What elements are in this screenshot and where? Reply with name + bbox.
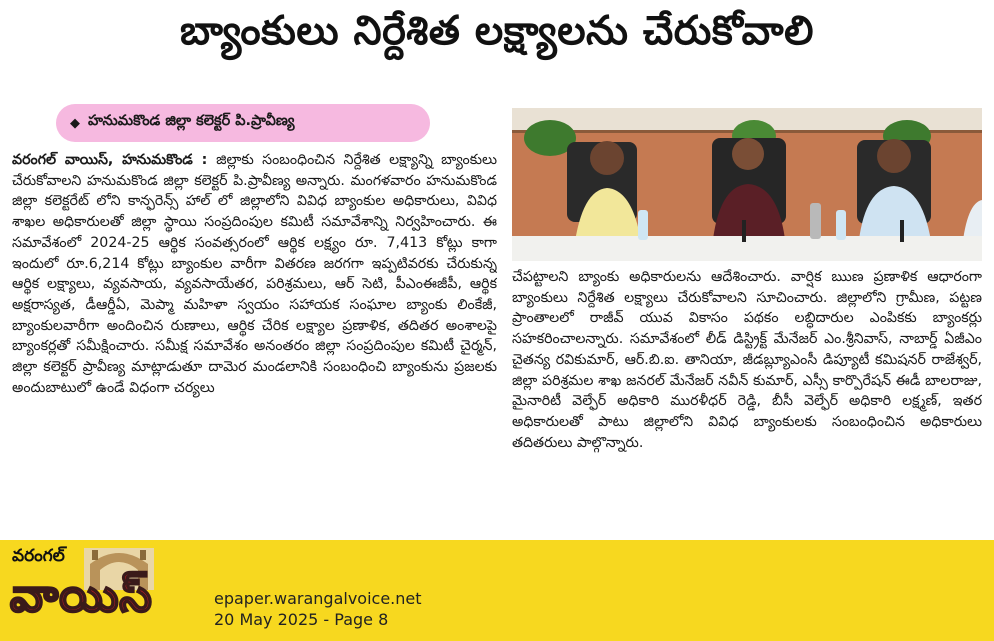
meeting-photo-illustration bbox=[512, 108, 982, 261]
headline: బ్యాంకులు నిర్దేశిత లక్ష్యాలను చేరుకోవాలి bbox=[180, 8, 814, 54]
diamond-bullet-icon: ◆ bbox=[70, 115, 80, 131]
subheading-banner bbox=[56, 104, 430, 142]
article-body-right: చేపట్టాలని బ్యాంకు అధికారులను ఆదేశించారు. వార్షిక ఋణ ప్రణాళిక ఆధారంగా బ్యాంకులు నిర్దేశిత లక్ష్యాలు చేరుకోవాలని సూచించారు. జిల్లాలోని గ్రామీణ, పట్టణ ప్రాంతాలలో రాజీవ్ యువ వికాసం పథకం లబ్ధిదారుల ఎంపికకు బ్యాంకర్లు సహకరించాలన్నారు. సమావేశంలో లీడ్ డిస్ట్రిక్ట్ మేనేజర్ ఎం.శ్రీనివాస్, నాబార్డ్ ఏజీఎం చైతన్య రవికుమార్, ఆర్.బి.ఐ. తానియా, జీడబ్ల్యూఎంసీ డిప్యూటీ కమిషనర్ రాజేశ్వర్, జిల్లా పరిశ్రమల శాఖ జనరల్ మేనేజర్ నవీన్ కుమార్, ఎస్సీ కార్పొరేషన్ ఈడీ బాలరాజు, మైనారిటీ వెల్ఫేర్ అధికారి మురళీధర్ రెడ్డి, బీసీ వెల్ఫేర్ అధికారి లక్ష్మణ్, ఇతర అధికారులతో పాటు జిల్లాలోని వివిధ బ్యాంకులకు సంబంధించిన అధికారులు తదితరులు పాల్గొన్నారు. bbox=[512, 269, 982, 451]
date-page-label: 20 May 2025 - Page 8 bbox=[214, 610, 389, 629]
article-right-column bbox=[512, 267, 982, 527]
epaper-url[interactable]: epaper.warangalvoice.net bbox=[214, 589, 422, 608]
meeting-photo bbox=[512, 108, 982, 261]
newspaper-logo bbox=[8, 546, 198, 636]
logo-main-text: వాయిస్ bbox=[10, 568, 153, 622]
logo-small-text: వరంగల్ bbox=[12, 546, 65, 566]
dateline: వరంగల్ వాయిస్, హనుమకొండ : bbox=[12, 152, 217, 168]
footer-bar bbox=[0, 540, 994, 641]
article-body-left: జిల్లాకు సంబంధించిన నిర్దేశిత లక్ష్యాన్ని బ్యాంకులు చేరుకోవాలని హనుమకొండ జిల్లా కలెక్టర్ పి.ప్రావీణ్య అన్నారు. మంగళవారం హనుమకొండ జిల్లా కలెక్టరేట్ లోని కాన్ఫరెన్స్ హాల్ లో జిల్లాలోని వివిధ బ్యాంకుల అధికారులు, వివిధ శాఖల అధికారులతో జిల్లా స్థాయి సంప్రదింపుల కమిటీ సమావేశాన్ని నిర్వహించారు. ఈ సమావేశంలో 2024-25 ఆర్థిక సంవత్సరంలో ఆర్థిక లక్ష్యం రూ. 7,413 కోట్లు కాగా ఇందులో రూ.6,214 కోట్లు బ్యాంకుల వారీగా వితరణ జరగగా ఇప్పటివరకు చేరుకున్న ఆర్థిక లక్ష్యాలు, వ్యవసాయ, వ్యవసాయేతర, పరిశ్రమలు, ఆర్ సెటి, పీఎంఈజీపీ, ఆర్థిక అక్షరాస్యత, డీఆర్డీఏ, మెప్మా మహిళా స్వయం సహాయక సంఘాల బ్యాంకు లింకేజీ, బ్యాంకులవారీగా అందించిన రుణాలు, ఆర్థిక చేరిక లక్ష్యాల ప్రణాళిక, తదితర అంశాలపై బ్యాంకర్లతో సమీక్షించారు. సమీక్ష సమావేశం అనంతరం జిల్లా సంప్రదింపుల కమిటీ చైర్మన్, జిల్లా కలెక్టర్ ప్రావీణ్య మాట్లాడుతూ దామెర మండలానికి సంబంధించి బ్యాంకును ప్రజలకు అందుబాటులో ఉండే విధంగా చర్యలు bbox=[12, 152, 497, 396]
subheading-text: హనుమకొండ జిల్లా కలెక్టర్ పి.ప్రావీణ్య bbox=[88, 113, 295, 129]
article-left-column bbox=[12, 150, 497, 525]
